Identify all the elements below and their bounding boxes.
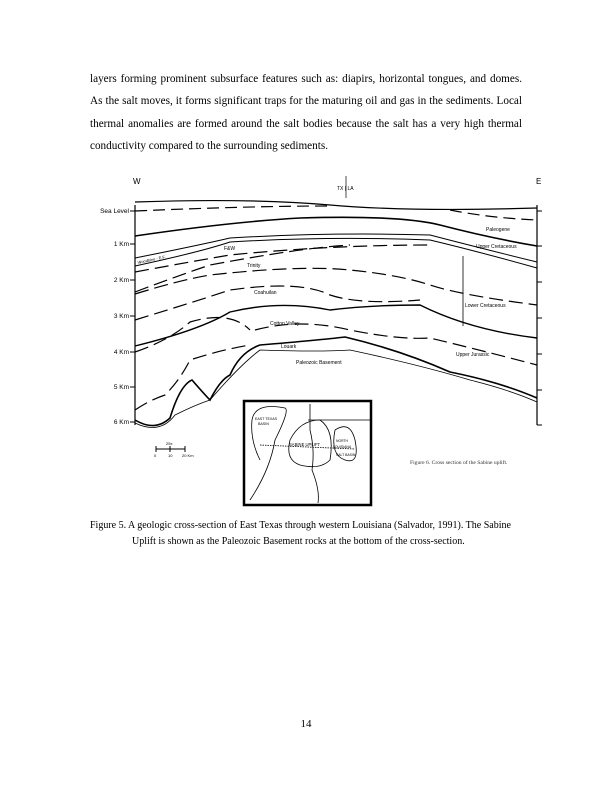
paragraph-line: layers forming prominent subsurface features such as: diapirs, horizontal tongues, and domes. [90,73,522,85]
inset-label: BASIN [258,422,269,426]
unit-label: Upper Cretaceous [476,244,517,250]
unit-label: Woodbine - E.F. [137,254,166,265]
caption-line-2: Uplift is shown as the Paleozoic Basement rocks at the bottom of the cross-section. [132,535,465,547]
depth-label: 1 Km [113,241,129,248]
paragraph-line: As the salt moves, it forms significant traps for the maturing oil and gas in the sediments. Local [90,95,522,108]
scale-tick: 0 [154,453,157,458]
inset-label: SALT BASIN [336,453,356,457]
page-number: 14 [300,718,312,730]
inset-label: EAST TEXAS [255,417,278,421]
inset-label: SABINE UPLIFT [289,442,320,447]
unit-label: Paleozoic Basement [296,360,342,366]
border-label: TX | LA [337,186,354,192]
paragraph-line: conductivity compared to the surrounding sediments. [90,139,328,152]
unit-label: Coahuilan [254,290,277,296]
unit-label: Lower Cretaceous [465,303,506,309]
scale-tick: 10 [168,453,173,458]
scale-title: 25x [166,441,173,446]
inset-label: LOUISIANA [333,445,352,449]
inset-label: NORTH [336,439,348,443]
depth-label: 4 Km [113,349,129,356]
depth-label: 6 Km [113,419,129,426]
east-label: E [536,177,542,186]
depth-label: Sea Level [100,208,129,215]
figure-caption [90,518,530,549]
unit-label: Cotton Valley [270,321,300,327]
body-paragraph [90,68,522,157]
inset-map [244,401,371,505]
unit-label: Louark [281,344,297,350]
depth-label: 2 Km [113,277,129,284]
scale-tick: 20 Km [182,453,194,458]
depth-label: 5 Km [113,384,129,391]
unit-label: Upper Jurassic [456,352,490,358]
inner-figure-caption: Figure 6. Cross section of the Sabine uplift. [410,460,508,466]
paragraph-line: thermal anomalies are formed around the salt bodies because the salt has a very high thermal [90,117,522,130]
scale-bar [154,441,194,458]
unit-label: Trinity [247,263,261,269]
unit-label: F&W [224,246,236,252]
unit-label: Paleogene [486,227,510,233]
depth-label: 3 Km [113,313,129,320]
caption-line-1: Figure 5. A geologic cross-section of East Texas through western Louisiana (Salvador, 1991). The Sabine [90,520,511,531]
cross-section-figure [95,168,560,513]
west-label: W [133,177,141,186]
